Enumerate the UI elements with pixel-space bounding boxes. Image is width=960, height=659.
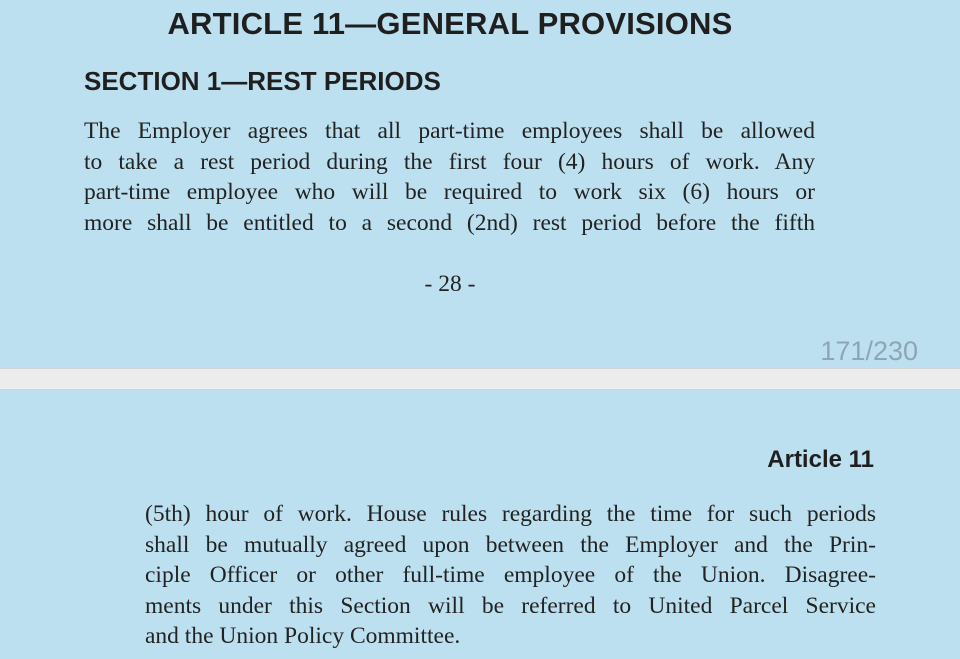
text-line: shall be mutually agreed upon between the Employer and the Prin-	[145, 531, 876, 558]
running-head: Article 11	[767, 446, 874, 473]
text-line: and the Union Policy Committee.	[145, 623, 461, 649]
document-page-bottom	[0, 390, 960, 659]
body-paragraph-top	[84, 116, 815, 238]
body-paragraph-bottom	[145, 499, 876, 652]
text-line: part-time employee who will be required to work six (6) hours or	[84, 179, 815, 205]
text-line: more shall be entitled to a second (2nd) rest period before the fifth	[84, 209, 815, 236]
page-number: - 28 -	[424, 271, 476, 297]
text-line: The Employer agrees that all part-time employees shall be allowed	[84, 118, 815, 144]
article-title: ARTICLE 11—GENERAL PROVISIONS	[167, 6, 733, 41]
page-separator	[0, 368, 960, 390]
text-line: (5th) hour of work. House rules regarding the time for such periods	[145, 501, 876, 527]
section-title: SECTION 1—REST PERIODS	[84, 66, 441, 96]
text-line: ciple Officer or other full-time employee of the Union. Disagree-	[145, 562, 876, 588]
text-line: ments under this Section will be referred to United Parcel Service	[145, 592, 876, 619]
page-counter: 171/230	[820, 336, 918, 366]
text-line: to take a rest period during the first four (4) hours of work. Any	[84, 148, 815, 175]
